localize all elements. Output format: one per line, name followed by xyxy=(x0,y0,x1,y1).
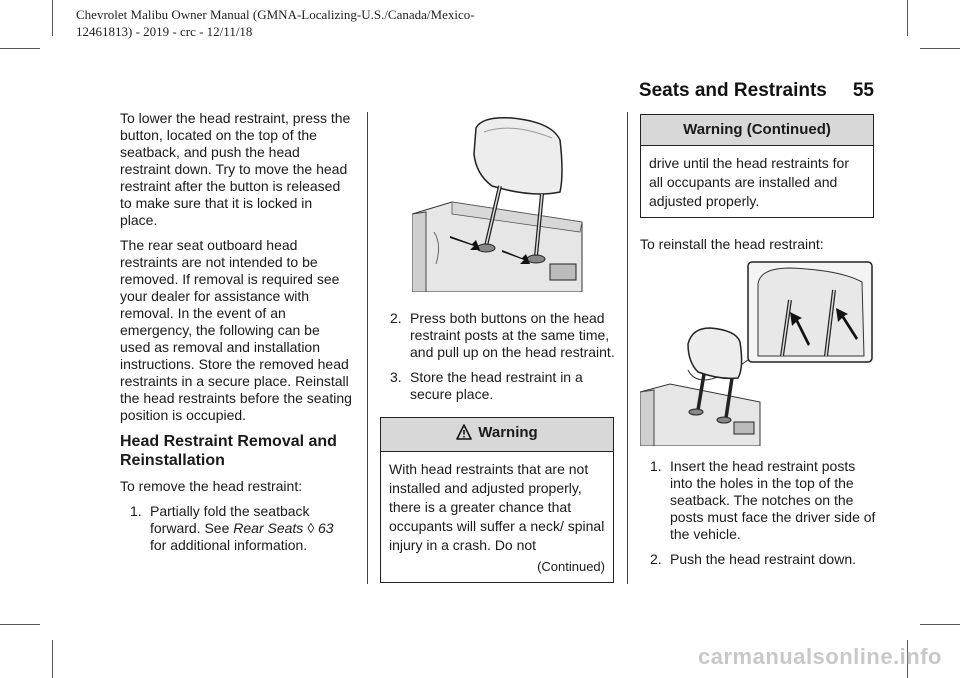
column-2 xyxy=(380,310,616,583)
page-ref-icon: ◊ xyxy=(307,520,315,536)
remove-step-3 xyxy=(380,369,616,403)
crop-mark xyxy=(920,48,960,49)
paragraph-rear-outboard: The rear seat outboard head restraints are not intended to be removed. If removal is required see your dealer for assistance with removal. In the event of an emergency, the following can be used as removal and installation instructions. Store the removed head restraints in a secure place. Reinstall the head restraints before the seating position is occupied. xyxy=(120,237,352,423)
remove-step-2 xyxy=(380,310,616,361)
step-text: Push the head restraint down. xyxy=(670,551,857,567)
warning-continued-body: drive until the head restraints for all occupants are installed and adjusted properly. xyxy=(649,155,849,209)
step-number: 2. xyxy=(650,551,662,567)
watermark: carmanualsonline.info xyxy=(698,644,942,669)
step-number: 3. xyxy=(390,369,402,385)
section-heading: Head Restraint Removal and Reinstallation xyxy=(120,433,337,469)
step-text: Press both buttons on the head restraint posts at the same time, and pull up on the head restraint. xyxy=(410,310,615,360)
column-1 xyxy=(120,110,352,562)
step-text: Insert the head restraint posts into the holes in the top of the seatback. The notches on the posts must face the driver side of the vehicle. xyxy=(670,458,876,542)
warning-box-title xyxy=(381,418,613,452)
column-divider xyxy=(367,112,368,584)
warning-continued-title: Warning (Continued) xyxy=(641,115,873,146)
document-header xyxy=(76,6,536,40)
crop-mark xyxy=(0,624,40,625)
paragraph-lower-restraint: To lower the head restraint, press the button, located on the top of the seatback, and push the head restraint down. Try to move the head restraint after the button is released to make sure that it is locked in place. xyxy=(120,110,351,228)
reinstall-step-1 xyxy=(640,458,876,543)
step-text: Store the head restraint in a secure place. xyxy=(410,369,583,402)
warning-icon xyxy=(456,424,472,444)
warning-body xyxy=(381,452,613,582)
cross-reference-link[interactable] xyxy=(233,520,333,536)
section-header xyxy=(639,80,874,102)
column-3-steps xyxy=(640,458,876,576)
crop-mark xyxy=(52,640,53,678)
cross-reference-page: 63 xyxy=(318,520,334,536)
reinstall-intro: To reinstall the head restraint: xyxy=(640,236,824,252)
crop-mark xyxy=(907,0,908,36)
step-number: 1. xyxy=(130,503,142,519)
cross-reference-title: Rear Seats xyxy=(233,520,304,536)
warning-continued-box xyxy=(640,114,874,218)
head-restraint-removal-figure xyxy=(412,114,588,292)
column-3 xyxy=(640,114,876,261)
remove-intro: To remove the head restraint: xyxy=(120,478,303,494)
step-number: 1. xyxy=(650,458,662,474)
step-text-continued: for additional information. xyxy=(150,537,308,553)
crop-mark xyxy=(52,0,53,36)
head-restraint-reinstall-figure xyxy=(640,260,876,446)
page-number: 55 xyxy=(852,80,874,101)
warning-title: Warning xyxy=(478,424,538,441)
document-header-line1: Chevrolet Malibu Owner Manual (GMNA-Localizing-U.S./Canada/Mexico- xyxy=(76,7,475,22)
step-number: 2. xyxy=(390,310,402,326)
warning-box xyxy=(380,417,614,583)
document-header-line2: 12461813) - 2019 - crc - 12/11/18 xyxy=(76,24,253,39)
crop-mark xyxy=(0,48,40,49)
column-divider xyxy=(627,112,628,584)
warning-text: With head restraints that are not installed and adjusted properly, there is a greater chance that occupants will suffer a neck/ spinal injury in a crash. Do not xyxy=(389,461,605,553)
section-title: Seats and Restraints xyxy=(638,80,827,101)
continued-label: (Continued) xyxy=(537,559,605,574)
remove-step-1 xyxy=(120,503,352,554)
reinstall-step-2 xyxy=(640,551,876,568)
crop-mark xyxy=(920,624,960,625)
step-text: Partially fold the seatback forward. See xyxy=(150,503,310,536)
